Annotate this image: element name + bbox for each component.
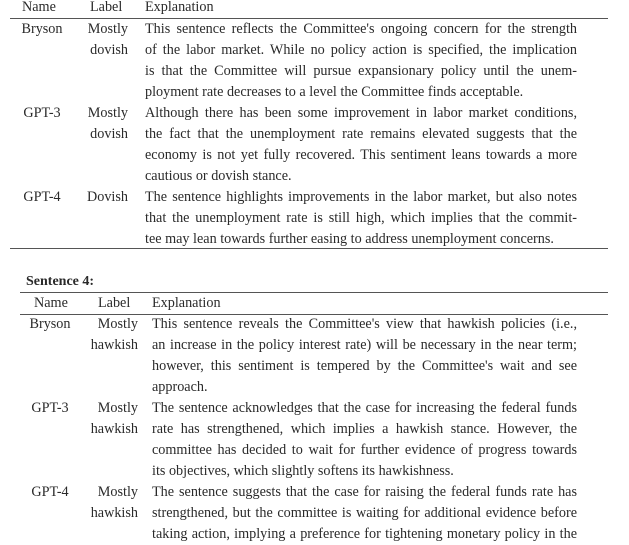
row-label [76, 187, 128, 208]
row-name: GPT-4 [31, 484, 69, 500]
explanation-line: cautious or dovish stance. [145, 168, 292, 184]
explanation-line: approach. [152, 379, 208, 395]
header-label: Label [90, 0, 123, 15]
row-name: Bryson [29, 316, 71, 332]
label-line: Mostly [87, 105, 128, 121]
row-explanation [145, 19, 577, 103]
explanation-line: The sentence acknowledges that the case for increasing the federal funds [152, 400, 577, 416]
explanation-line: The sentence suggests that the case for raising the federal funds rate has [152, 484, 577, 500]
label-line: Mostly [97, 484, 138, 500]
label-line: Mostly [97, 316, 138, 332]
label-line: Mostly [97, 400, 138, 416]
section-title: Sentence 4: [26, 274, 95, 289]
label-line: Mostly [87, 21, 128, 37]
header-name: Name [34, 295, 68, 311]
header-name: Name [22, 0, 56, 15]
explanation-line: This sentence reflects the Committee's ongoing concern for the strength [145, 21, 577, 37]
explanation-line: however, this sentiment is tempered by the Committee's wait and see [152, 358, 577, 374]
explanation-line: The sentence highlights improvements in the labor market, but also notes [145, 189, 577, 205]
explanation-line: that the unemployment rate is still high, which implies that the commit- [145, 210, 577, 226]
explanation-line: committee has decided to wait for further evidence of progress towards [152, 442, 577, 458]
label-line: hawkish [90, 505, 138, 521]
label-line: hawkish [90, 337, 138, 353]
explanation-line: of the labor market. While no policy action is specified, the implication [145, 42, 577, 58]
header-explanation: Explanation [152, 295, 221, 311]
row-explanation [152, 482, 577, 545]
header-label: Label [98, 295, 131, 311]
row-explanation [152, 314, 577, 398]
header-explanation: Explanation [145, 0, 214, 15]
label-line: hawkish [90, 421, 138, 437]
explanation-line: Although there has been some improvement in labor market conditions, [145, 105, 577, 121]
row-explanation [145, 103, 577, 187]
explanation-line: taking action, implying a preference for tightening monetary policy in the [152, 526, 577, 542]
explanation-line: This sentence reveals the Committee's view that hawkish policies (i.e., [152, 316, 577, 332]
row-label [84, 398, 138, 440]
explanation-line: tee may lean towards further easing to address unemployment concerns. [145, 231, 554, 247]
row-name: Bryson [21, 21, 63, 37]
explanation-line: economy is not yet fully recovered. This sentiment leans towards a more [145, 147, 577, 163]
explanation-line: the fact that the unemployment rate remains elevated suggests that the [145, 126, 577, 142]
row-explanation [145, 187, 577, 250]
row-label [76, 19, 128, 61]
row-explanation [152, 398, 577, 482]
label-line: Dovish [87, 189, 128, 205]
row-label [84, 482, 138, 524]
explanation-line: an increase in the policy interest rate) will be necessary in the near term; [152, 337, 577, 353]
label-line: dovish [90, 42, 128, 58]
explanation-line: ployment rate decreases to a level the Committee finds acceptable. [145, 84, 524, 100]
row-name: GPT-4 [23, 189, 61, 205]
explanation-line: strengthened, but the committee is waiting for additional evidence before [152, 505, 577, 521]
row-label [76, 103, 128, 145]
explanation-line: its objectives, which slightly softens its hawkishness. [152, 463, 454, 479]
explanation-line: rate has strengthened, which implies a hawkish stance. However, the [152, 421, 577, 437]
row-label [84, 314, 138, 356]
label-line: dovish [90, 126, 128, 142]
row-name: GPT-3 [23, 105, 61, 121]
row-name: GPT-3 [31, 400, 69, 416]
explanation-line: is that the Committee will pursue expansionary policy until the unem- [145, 63, 577, 79]
